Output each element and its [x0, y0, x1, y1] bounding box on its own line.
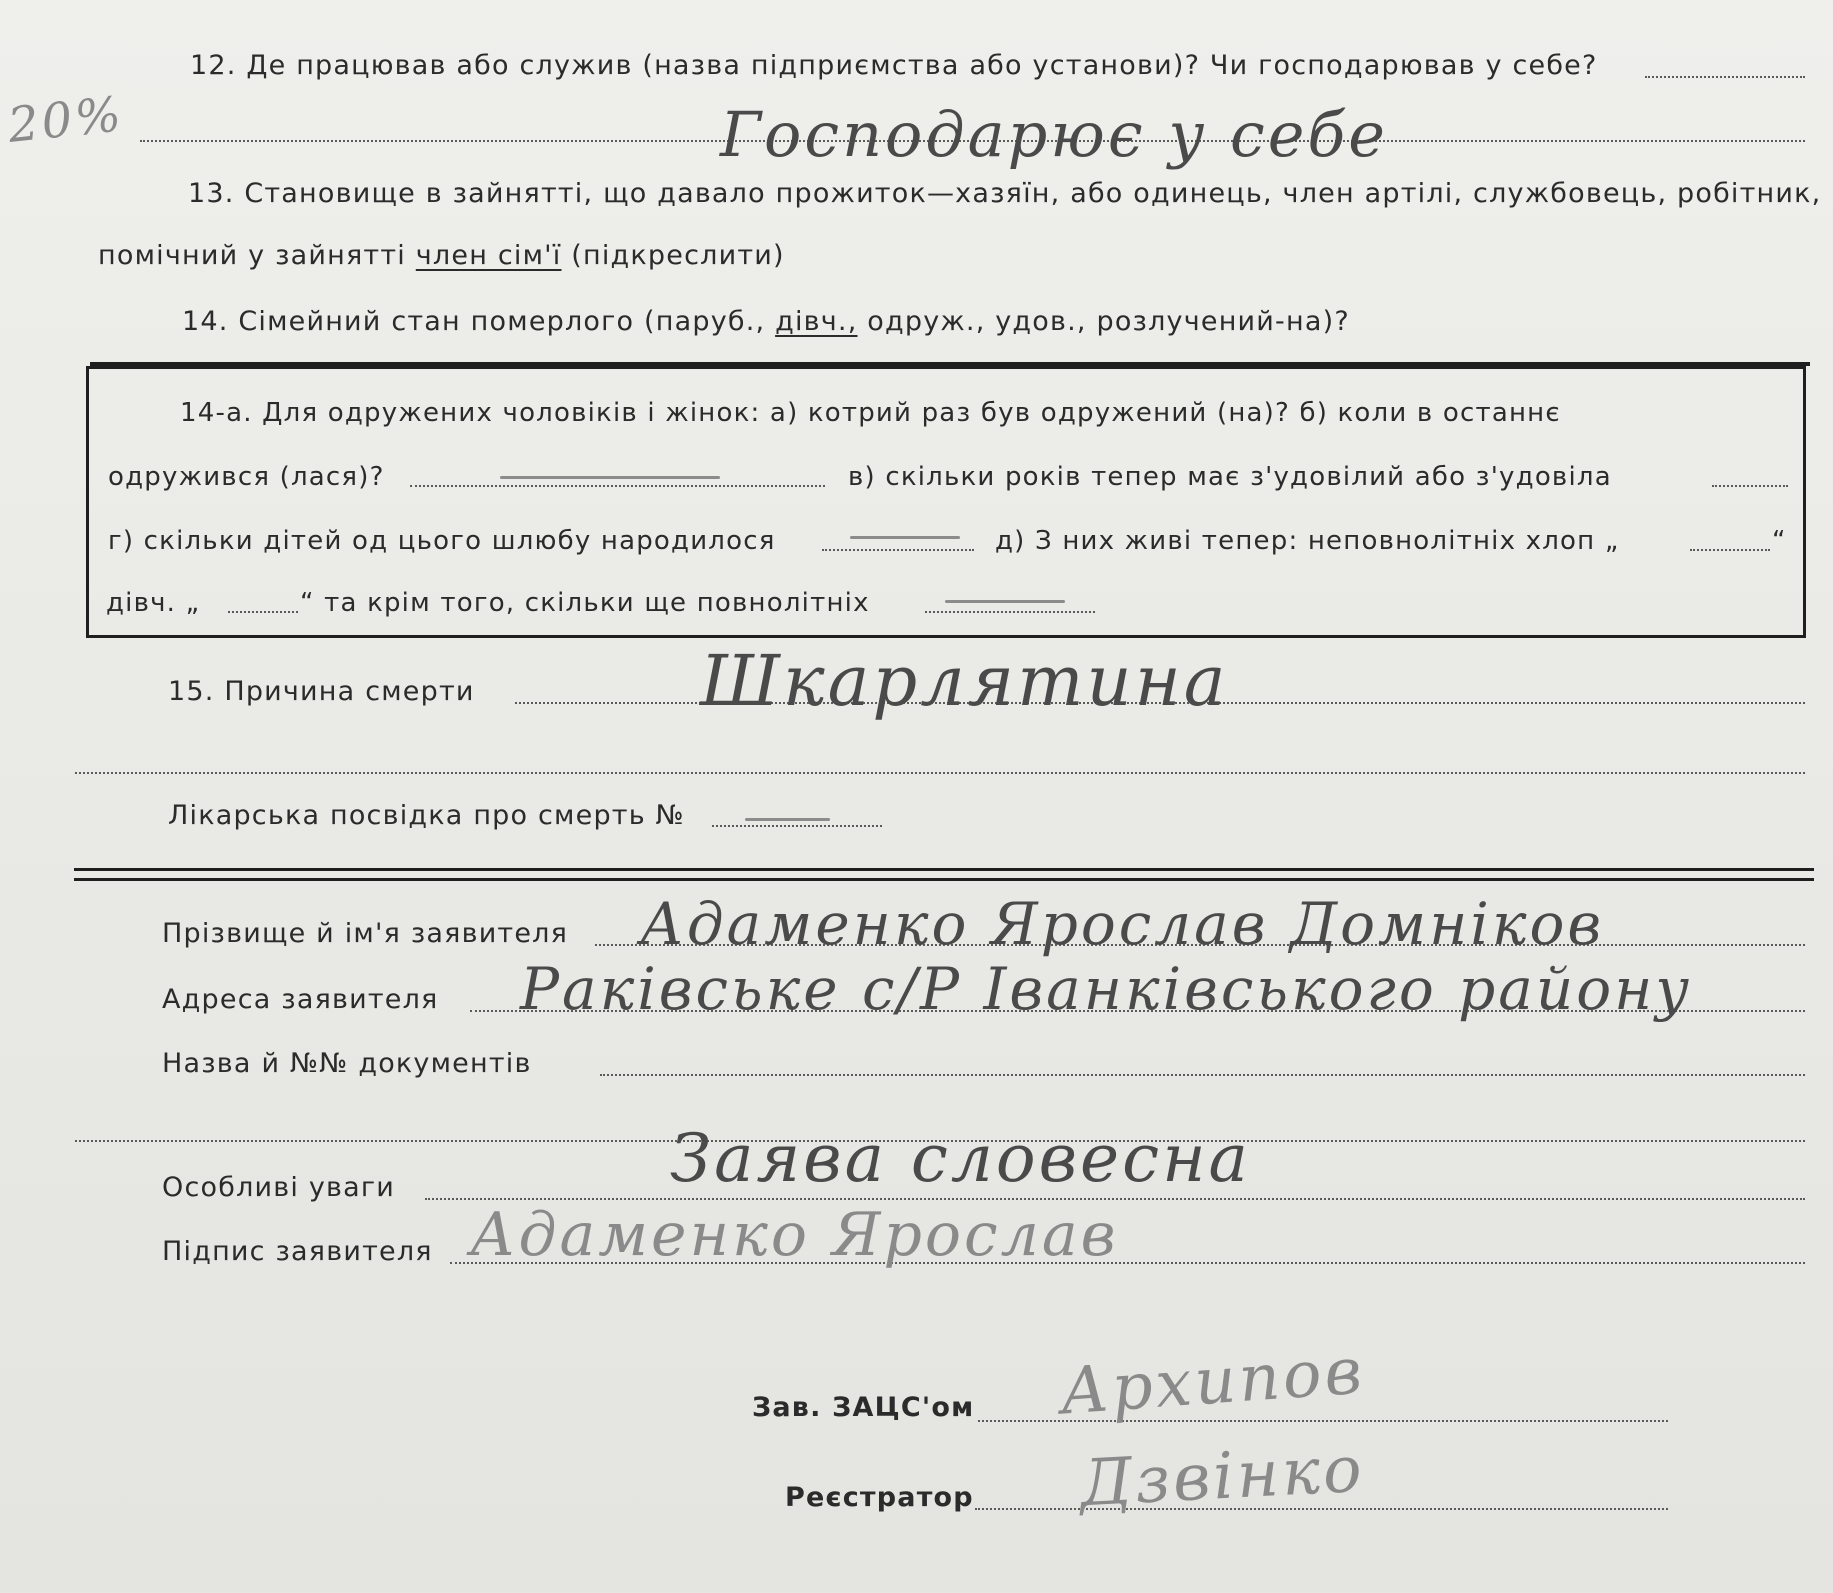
- q14a-line1: 14-а. Для одружених чоловіків і жінок: а) котрий раз був одружений (на)? б) коли в останнє: [180, 398, 1561, 428]
- q15-second-line: [75, 772, 1805, 774]
- q14a-line2-dots: [410, 485, 825, 487]
- q15-answer: Шкарлятина: [700, 640, 1229, 722]
- separator-rule-1: [74, 868, 1814, 871]
- q13-underlined-option: член сім'ї: [415, 240, 562, 271]
- registrar-signature: Дзвінко: [1078, 1432, 1367, 1522]
- q14a-line2-dots-end: [1712, 485, 1788, 487]
- q14a-line3-dots: [822, 549, 974, 551]
- question-13-line1: 13. Становище в зайнятті, що давало прожиток—хазяїн, або одинець, член артілі, службовець, робітник,: [188, 178, 1822, 209]
- q14a-line3-a: г) скільки дітей од цього шлюбу народилося: [108, 526, 776, 556]
- margin-note: 20%: [5, 86, 127, 154]
- medical-certificate-label: Лікарська посвідка про смерть №: [168, 800, 685, 831]
- applicant-address-label: Адреса заявителя: [162, 984, 439, 1015]
- q14a-line3-b: д) З них живі тепер: неповнолітніх хлоп „: [995, 526, 1620, 556]
- q14a-line4-a: дівч. „: [106, 588, 201, 618]
- signature-label: Підпис заявителя: [162, 1236, 433, 1267]
- head-signature: Архипов: [1057, 1334, 1367, 1430]
- separator-rule-2: [74, 878, 1814, 881]
- q14a-line2-dash: [500, 476, 720, 479]
- q13-text-c: (підкреслити): [561, 240, 785, 271]
- q14-underlined-option: дівч.,: [775, 306, 858, 337]
- q14a-line4-dots-end: [925, 611, 1095, 613]
- q12-answer: Господарює у себе: [720, 98, 1388, 171]
- question-12: 12. Де працював або служив (назва підприємства або установи)? Чи господарював у себе?: [190, 50, 1598, 81]
- medical-certificate-line: [712, 825, 882, 827]
- documents-label: Назва й №№ документів: [162, 1048, 532, 1079]
- q14a-line3-dots-end: [1690, 549, 1770, 551]
- q14a-line2-b: в) скільки років тепер має з'удовілий або з'удовіла: [848, 462, 1612, 492]
- applicant-signature: Адаменко Ярослав: [470, 1200, 1119, 1270]
- documents-line: [600, 1074, 1805, 1076]
- applicant-name-answer: Адаменко Ярослав Домніков: [640, 890, 1605, 958]
- question-13-line2: [98, 240, 785, 271]
- q14a-line3-c: “: [1772, 526, 1787, 556]
- q13-text-a: помічний у зайнятті: [98, 240, 416, 271]
- remarks-answer: Заява словесна: [670, 1120, 1251, 1197]
- q14a-line2-a: одружився (лася)?: [108, 462, 385, 492]
- q14-text-a: 14. Сімейний стан померлого (паруб.,: [182, 306, 776, 337]
- q14a-line4-dots: [228, 611, 298, 613]
- q14-text-c: одруж., удов., розлучений-на)?: [857, 306, 1350, 337]
- q14a-line4-b: “ та крім того, скільки ще повнолітніх: [300, 588, 870, 618]
- remarks-label: Особливі уваги: [162, 1172, 396, 1203]
- registrar-label: Реєстратор: [785, 1482, 974, 1513]
- head-label: Зав. ЗАЦС'ом: [752, 1392, 975, 1423]
- question-15: 15. Причина смерти: [168, 676, 475, 707]
- applicant-name-label: Прізвище й ім'я заявителя: [162, 918, 569, 949]
- question-14: [182, 306, 1350, 337]
- q12-dotted-line: [1645, 76, 1805, 78]
- medical-certificate-dash: [745, 818, 830, 821]
- applicant-address-answer: Раківське с/Р Іванківського району: [520, 955, 1692, 1023]
- q14a-line4-dash: [945, 600, 1065, 603]
- q14a-line3-dash: [850, 536, 960, 539]
